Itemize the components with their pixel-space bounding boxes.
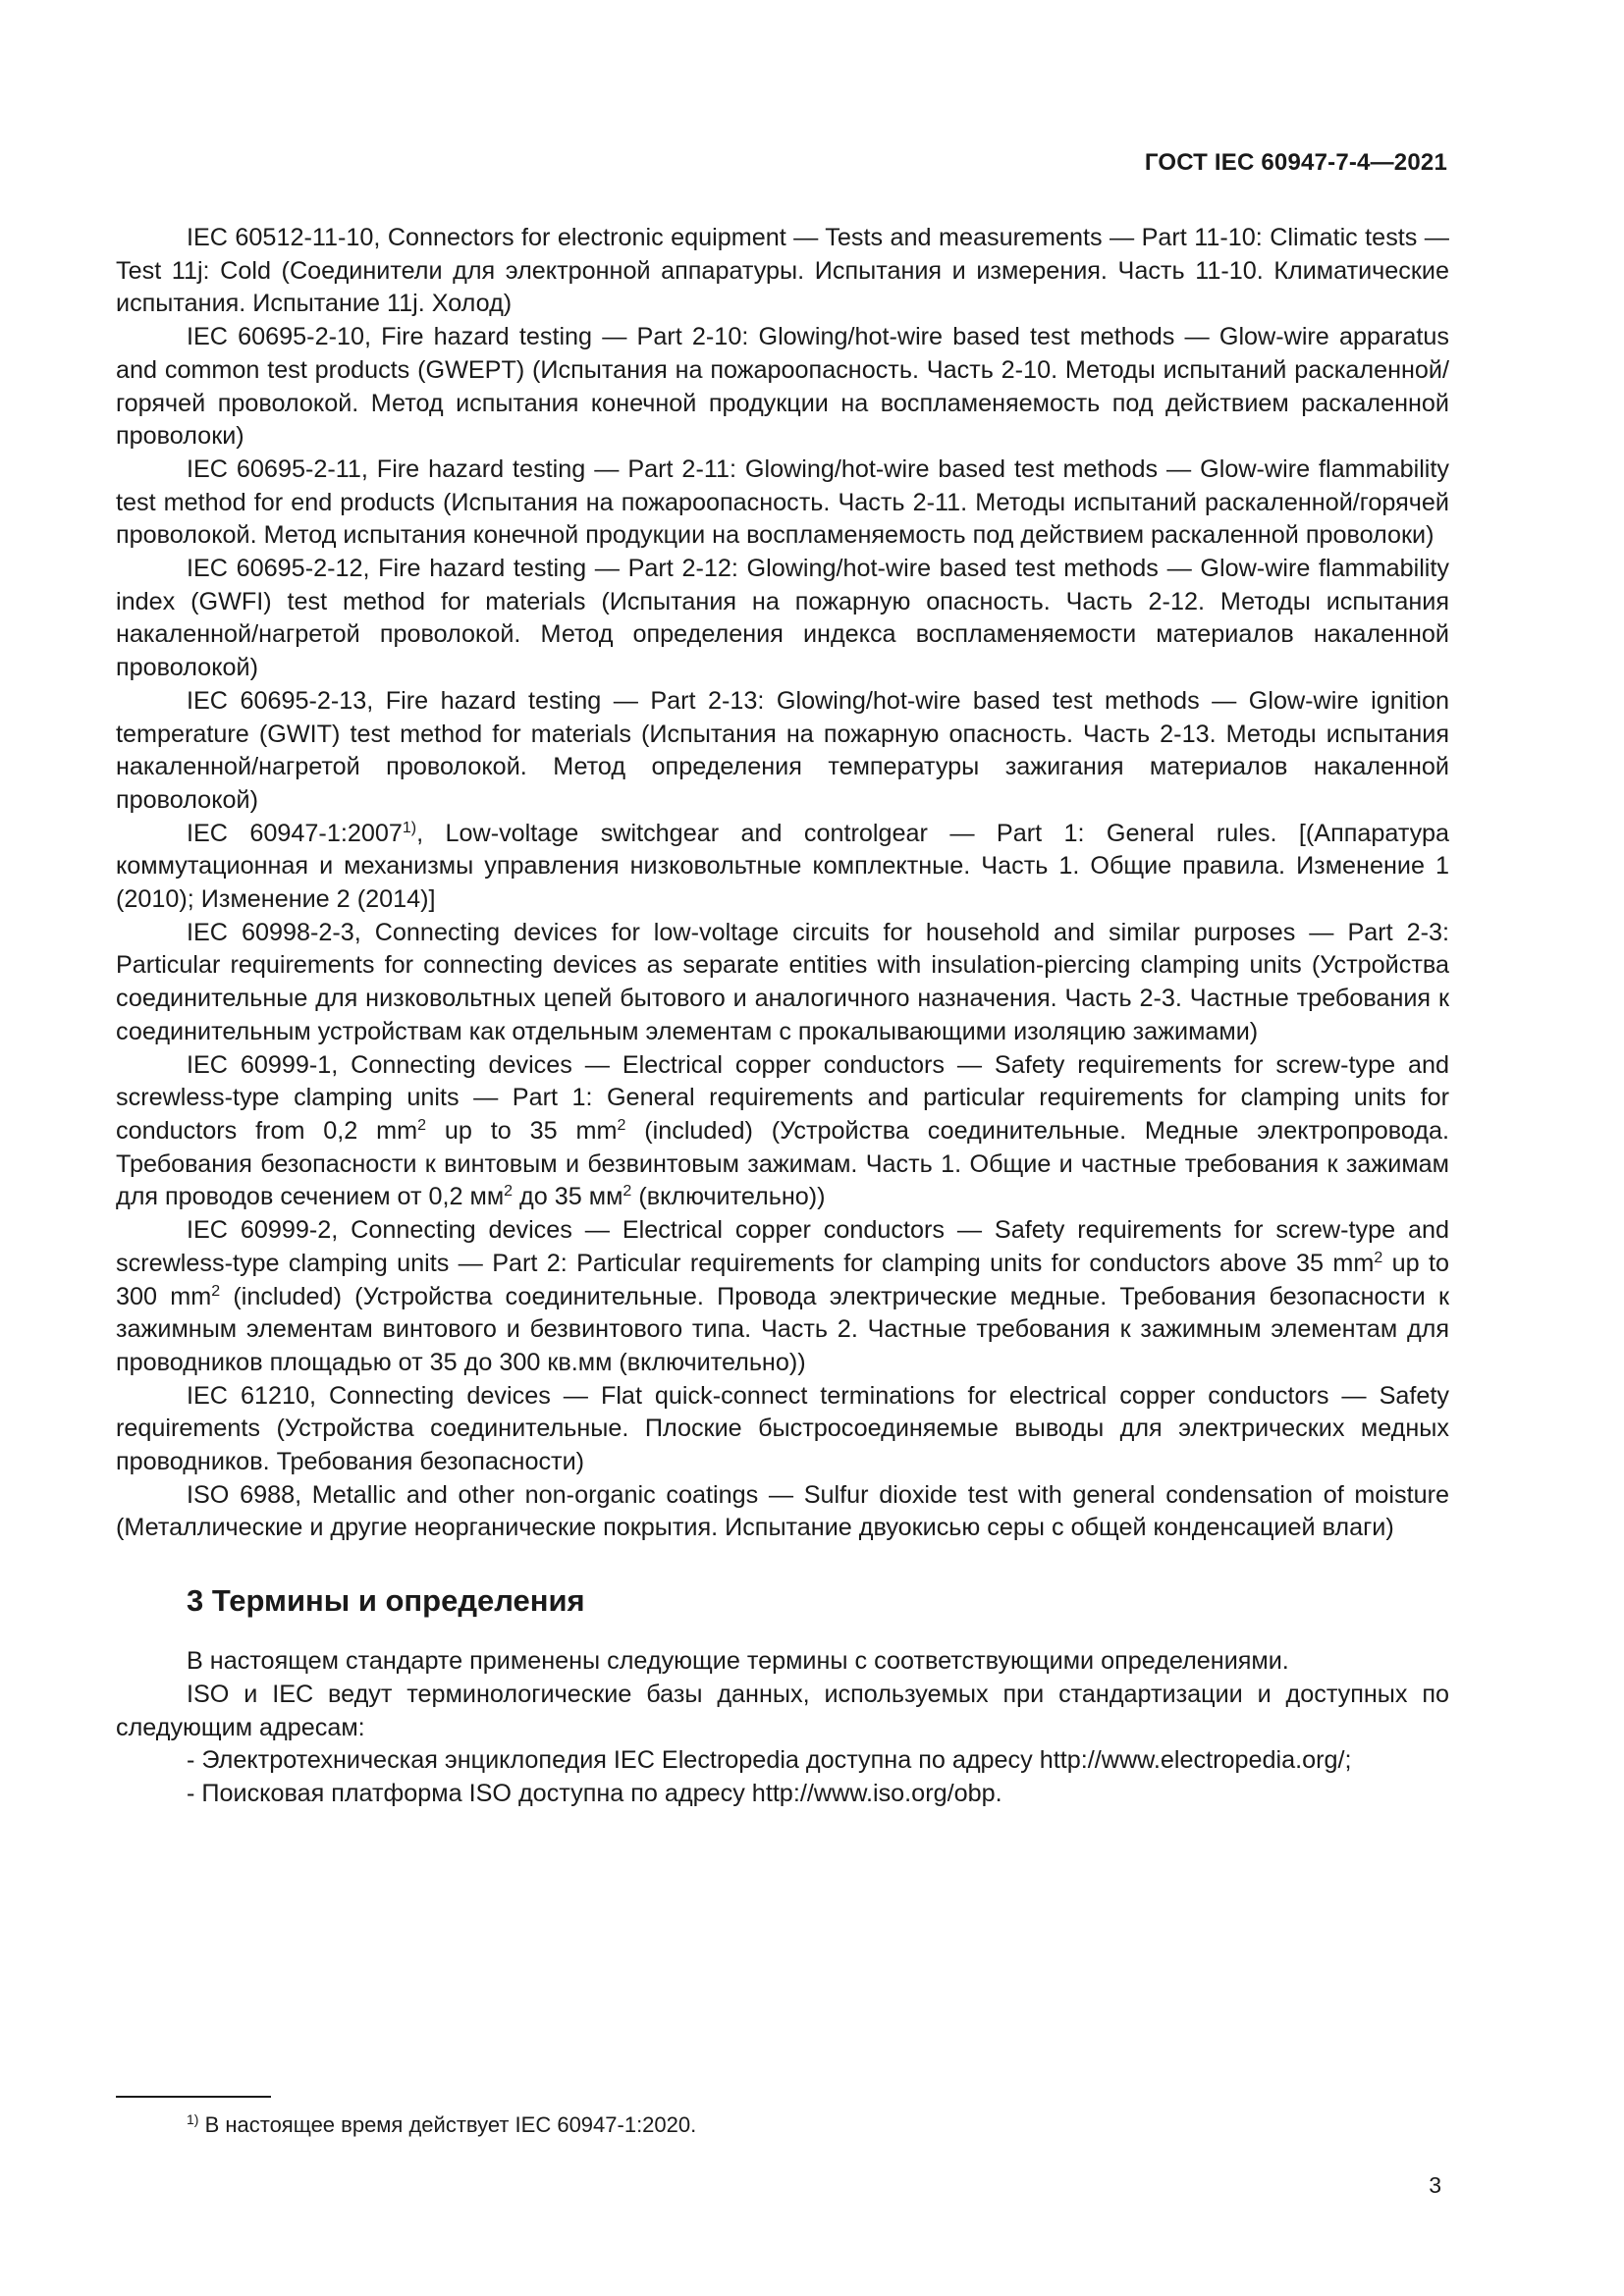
- reference-iec-60998-2-3: IEC 60998-2-3, Connecting devices for low-voltage circuits for household and similar purposes — Part 2-3: Particular requirements for connecting devices as separate entities with insulation-piercing clamping units (Устройства соединительные для низковольтных цепей бытового и аналогичного назначения. Часть 2-3. Частные требования к соединительным устройствам как отдельным элементам с прокалывающими изоляцию зажимами): [116, 918, 1449, 1045]
- reference-iec-60695-2-12: IEC 60695-2-12, Fire hazard testing — Part 2-12: Glowing/hot-wire based test methods — Glow-wire flammability index (GWFI) test method for materials (Испытания на пожарную опасность. Часть 2-12. Методы испытания накаленной/нагретой проволокой. Метод определения индекса воспламеняемости материалов накаленной проволокой): [116, 555, 1449, 682]
- reference-text: (included) (Устройства соединительные. Медные электропровода. Требования безопасности к винтовым и безвинтовым зажимам. Часть 1. Общие и частные требования к зажимам для проводов сечением от 0,2 мм: [116, 1116, 1449, 1211]
- reference-text: , Low-voltage switchgear and controlgear — Part 1: General rules. [(Аппаратура коммутационная и механизмы управления низковольтные комплектные. Часть 1. Общие правила. Изменение 1 (2010); Изменение 2 (2014)]: [116, 819, 1449, 914]
- reference-iec-60512-11-10: IEC 60512-11-10, Connectors for electronic equipment — Tests and measurements — Part 11-10: Climatic tests — Test 11j: Cold (Соединители для электронной аппаратуры. Испытания и измерения. Часть 11-10. Климатические испытания. Испытание 11j. Холод): [116, 224, 1449, 318]
- electropedia-bullet: - Электротехническая энциклопедия IEC Electropedia доступна по адресу http://www.electropedia.org/;: [187, 1746, 1352, 1775]
- reference-iec-60695-2-11: IEC 60695-2-11, Fire hazard testing — Part 2-11: Glowing/hot-wire based test methods — Glow-wire flammability test method for end products (Испытания на пожароопасность. Часть 2-11. Методы испытаний раскаленной/горячей проволокой. Метод испытания конечной продукции на воспламеняемость под действием раскаленной проволоки): [116, 454, 1449, 550]
- reference-iec-60999-1: [116, 1049, 1449, 1215]
- footnote-separator: [116, 2096, 271, 2098]
- reference-iso-6988: ISO 6988, Metallic and other non-organic coatings — Sulfur dioxide test with general condensation of moisture (Металлические и другие неорганические покрытия. Испытание двуокисью серы с общей конденсацией влаги): [116, 1480, 1449, 1542]
- reference-text: (included) (Устройства соединительные. Провода электрические медные. Требования безопасности к зажимным элементам винтового и безвинтового типа. Часть 2. Частные требования к зажимным элементам для проводников площадью от 35 до 300 кв.мм (включительно)): [116, 1282, 1449, 1376]
- footnote: [187, 2110, 696, 2140]
- iso-obp-bullet: - Поисковая платформа ISO доступна по адресу http://www.iso.org/obp.: [187, 1779, 1002, 1807]
- superscript: 2: [1374, 1249, 1383, 1266]
- reference-text: (включительно)): [631, 1183, 826, 1211]
- superscript: 2: [617, 1116, 626, 1134]
- superscript: 2: [623, 1183, 632, 1201]
- reference-iec-60999-2: [116, 1214, 1449, 1380]
- superscript: 2: [417, 1116, 427, 1134]
- reference-text: IEC 60999-1, Connecting devices — Electrical copper conductors — Safety requirements for screw-type and screwless-type clamping units — Part 1: General requirements and particular requirements for clamping units for conductors from 0,2 mm: [116, 1050, 1449, 1145]
- reference-text: до 35 мм: [513, 1183, 623, 1211]
- reference-text: IEC 60999-2, Connecting devices — Electrical copper conductors — Safety requirements for screw-type and screwless-type clamping units — Part 2: Particular requirements for clamping units for conductors above 35 mm: [116, 1216, 1449, 1277]
- reference-iec-61210: IEC 61210, Connecting devices — Flat quick-connect terminations for electrical copper conductors — Safety requirements (Устройства соединительные. Плоские быстросоединяемые выводы для электрических медных проводников. Требования безопасности): [116, 1381, 1449, 1476]
- page-number: 3: [1429, 2172, 1441, 2198]
- reference-iec-60947-1: [116, 818, 1449, 917]
- footnote-marker: 1): [187, 2111, 199, 2127]
- section-3-intro: В настоящем стандарте применены следующие термины с соответствующими определениями.: [187, 1647, 1289, 1676]
- section-3-databases: ISO и IEC ведут терминологические базы данных, используемых при стандартизации и доступных по следующим адресам:: [116, 1680, 1449, 1741]
- section-3-title: 3 Термины и определения: [187, 1583, 585, 1619]
- superscript: 2: [504, 1183, 514, 1201]
- reference-iec-60695-2-10: IEC 60695-2-10, Fire hazard testing — Part 2-10: Glowing/hot-wire based test methods — Glow-wire apparatus and common test products (GWEPT) (Испытания на пожароопасность. Часть 2-10. Методы испытаний раскаленной/горячей проволокой. Метод испытания конечной продукции на воспламеняемость под действием раскаленной проволоки): [116, 323, 1449, 451]
- reference-iec-60695-2-13: IEC 60695-2-13, Fire hazard testing — Part 2-13: Glowing/hot-wire based test methods — Glow-wire ignition temperature (GWIT) test method for materials (Испытания на пожарную опасность. Часть 2-13. Методы испытания накаленной/нагретой проволокой. Метод определения температуры зажигания материалов накаленной проволокой): [116, 686, 1449, 814]
- superscript: 2: [211, 1282, 221, 1300]
- document-id-header: ГОСТ IEC 60947-7-4—2021: [1144, 149, 1447, 176]
- page-content: [116, 222, 1449, 1811]
- footnote-marker: 1): [402, 819, 417, 836]
- footnote-text: В настоящее время действует IEC 60947-1:2020.: [198, 2112, 697, 2137]
- reference-text: up to 35 mm: [426, 1116, 618, 1145]
- reference-text: up to 300 mm: [116, 1249, 1449, 1310]
- reference-text: IEC 60947-1:2007: [187, 819, 403, 847]
